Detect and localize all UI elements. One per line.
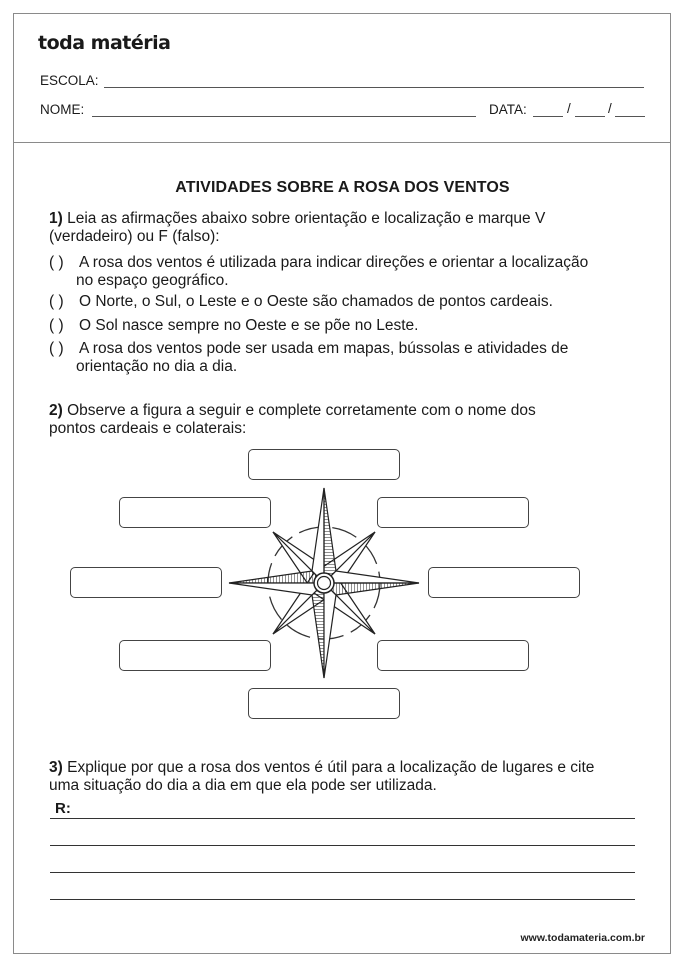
answer-box-south[interactable] [248, 688, 400, 719]
answer-box-southwest[interactable] [119, 640, 271, 671]
date-separator: / [608, 101, 612, 116]
q3-prompt-text: Explique por que a rosa dos ventos é útil para a localização de lugares e cite [62, 759, 595, 776]
q3-prompt-line1 [49, 759, 594, 777]
answer-line[interactable] [50, 899, 635, 900]
q3-number: 3) [49, 759, 63, 776]
date-separator: / [567, 101, 571, 116]
footer-url: www.todamateria.com.br [520, 932, 645, 944]
option-text: A rosa dos ventos pode ser usada em mapas, bússolas e atividades de [79, 340, 569, 357]
answer-line[interactable] [50, 845, 635, 846]
answer-label: R: [55, 800, 71, 817]
option-text: O Sol nasce sempre no Oeste e se põe no Leste. [79, 317, 419, 334]
answer-parentheses[interactable]: ( ) [49, 340, 64, 357]
answer-line[interactable] [50, 818, 635, 819]
answer-box-east[interactable] [428, 567, 580, 598]
answer-box-northeast[interactable] [377, 497, 529, 528]
option-text-continuation: orientação no dia a dia. [76, 358, 238, 375]
answer-parentheses[interactable]: ( ) [49, 293, 64, 310]
q3-prompt-line2: uma situação do dia a dia em que ela pode ser utilizada. [49, 777, 437, 794]
answer-parentheses[interactable]: ( ) [49, 317, 64, 334]
school-label: ESCOLA: [40, 73, 99, 88]
q1-prompt-line2: (verdadeiro) ou F (falso): [49, 228, 220, 245]
date-label: DATA: [489, 102, 527, 117]
answer-box-northwest[interactable] [119, 497, 271, 528]
option-text: A rosa dos ventos é utilizada para indicar direções e orientar a localização [79, 254, 589, 271]
answer-box-southeast[interactable] [377, 640, 529, 671]
brand-logo: toda matéria [38, 32, 171, 54]
page-title: ATIVIDADES SOBRE A ROSA DOS VENTOS [175, 179, 510, 196]
answer-parentheses[interactable]: ( ) [49, 254, 64, 271]
option-text-continuation: no espaço geográfico. [76, 272, 229, 289]
q1-prompt-text: Leia as afirmações abaixo sobre orientação e localização e marque V [62, 210, 546, 227]
answer-box-north[interactable] [248, 449, 400, 480]
answer-line[interactable] [50, 872, 635, 873]
q2-prompt-line2: pontos cardeais e colaterais: [49, 420, 247, 437]
answer-box-west[interactable] [70, 567, 222, 598]
name-label: NOME: [40, 102, 85, 117]
option-text: O Norte, o Sul, o Leste e o Oeste são chamados de pontos cardeais. [79, 293, 553, 310]
q2-prompt-text: Observe a figura a seguir e complete corretamente com o nome dos [62, 402, 536, 419]
q2-number: 2) [49, 402, 63, 419]
q1-number: 1) [49, 210, 63, 227]
